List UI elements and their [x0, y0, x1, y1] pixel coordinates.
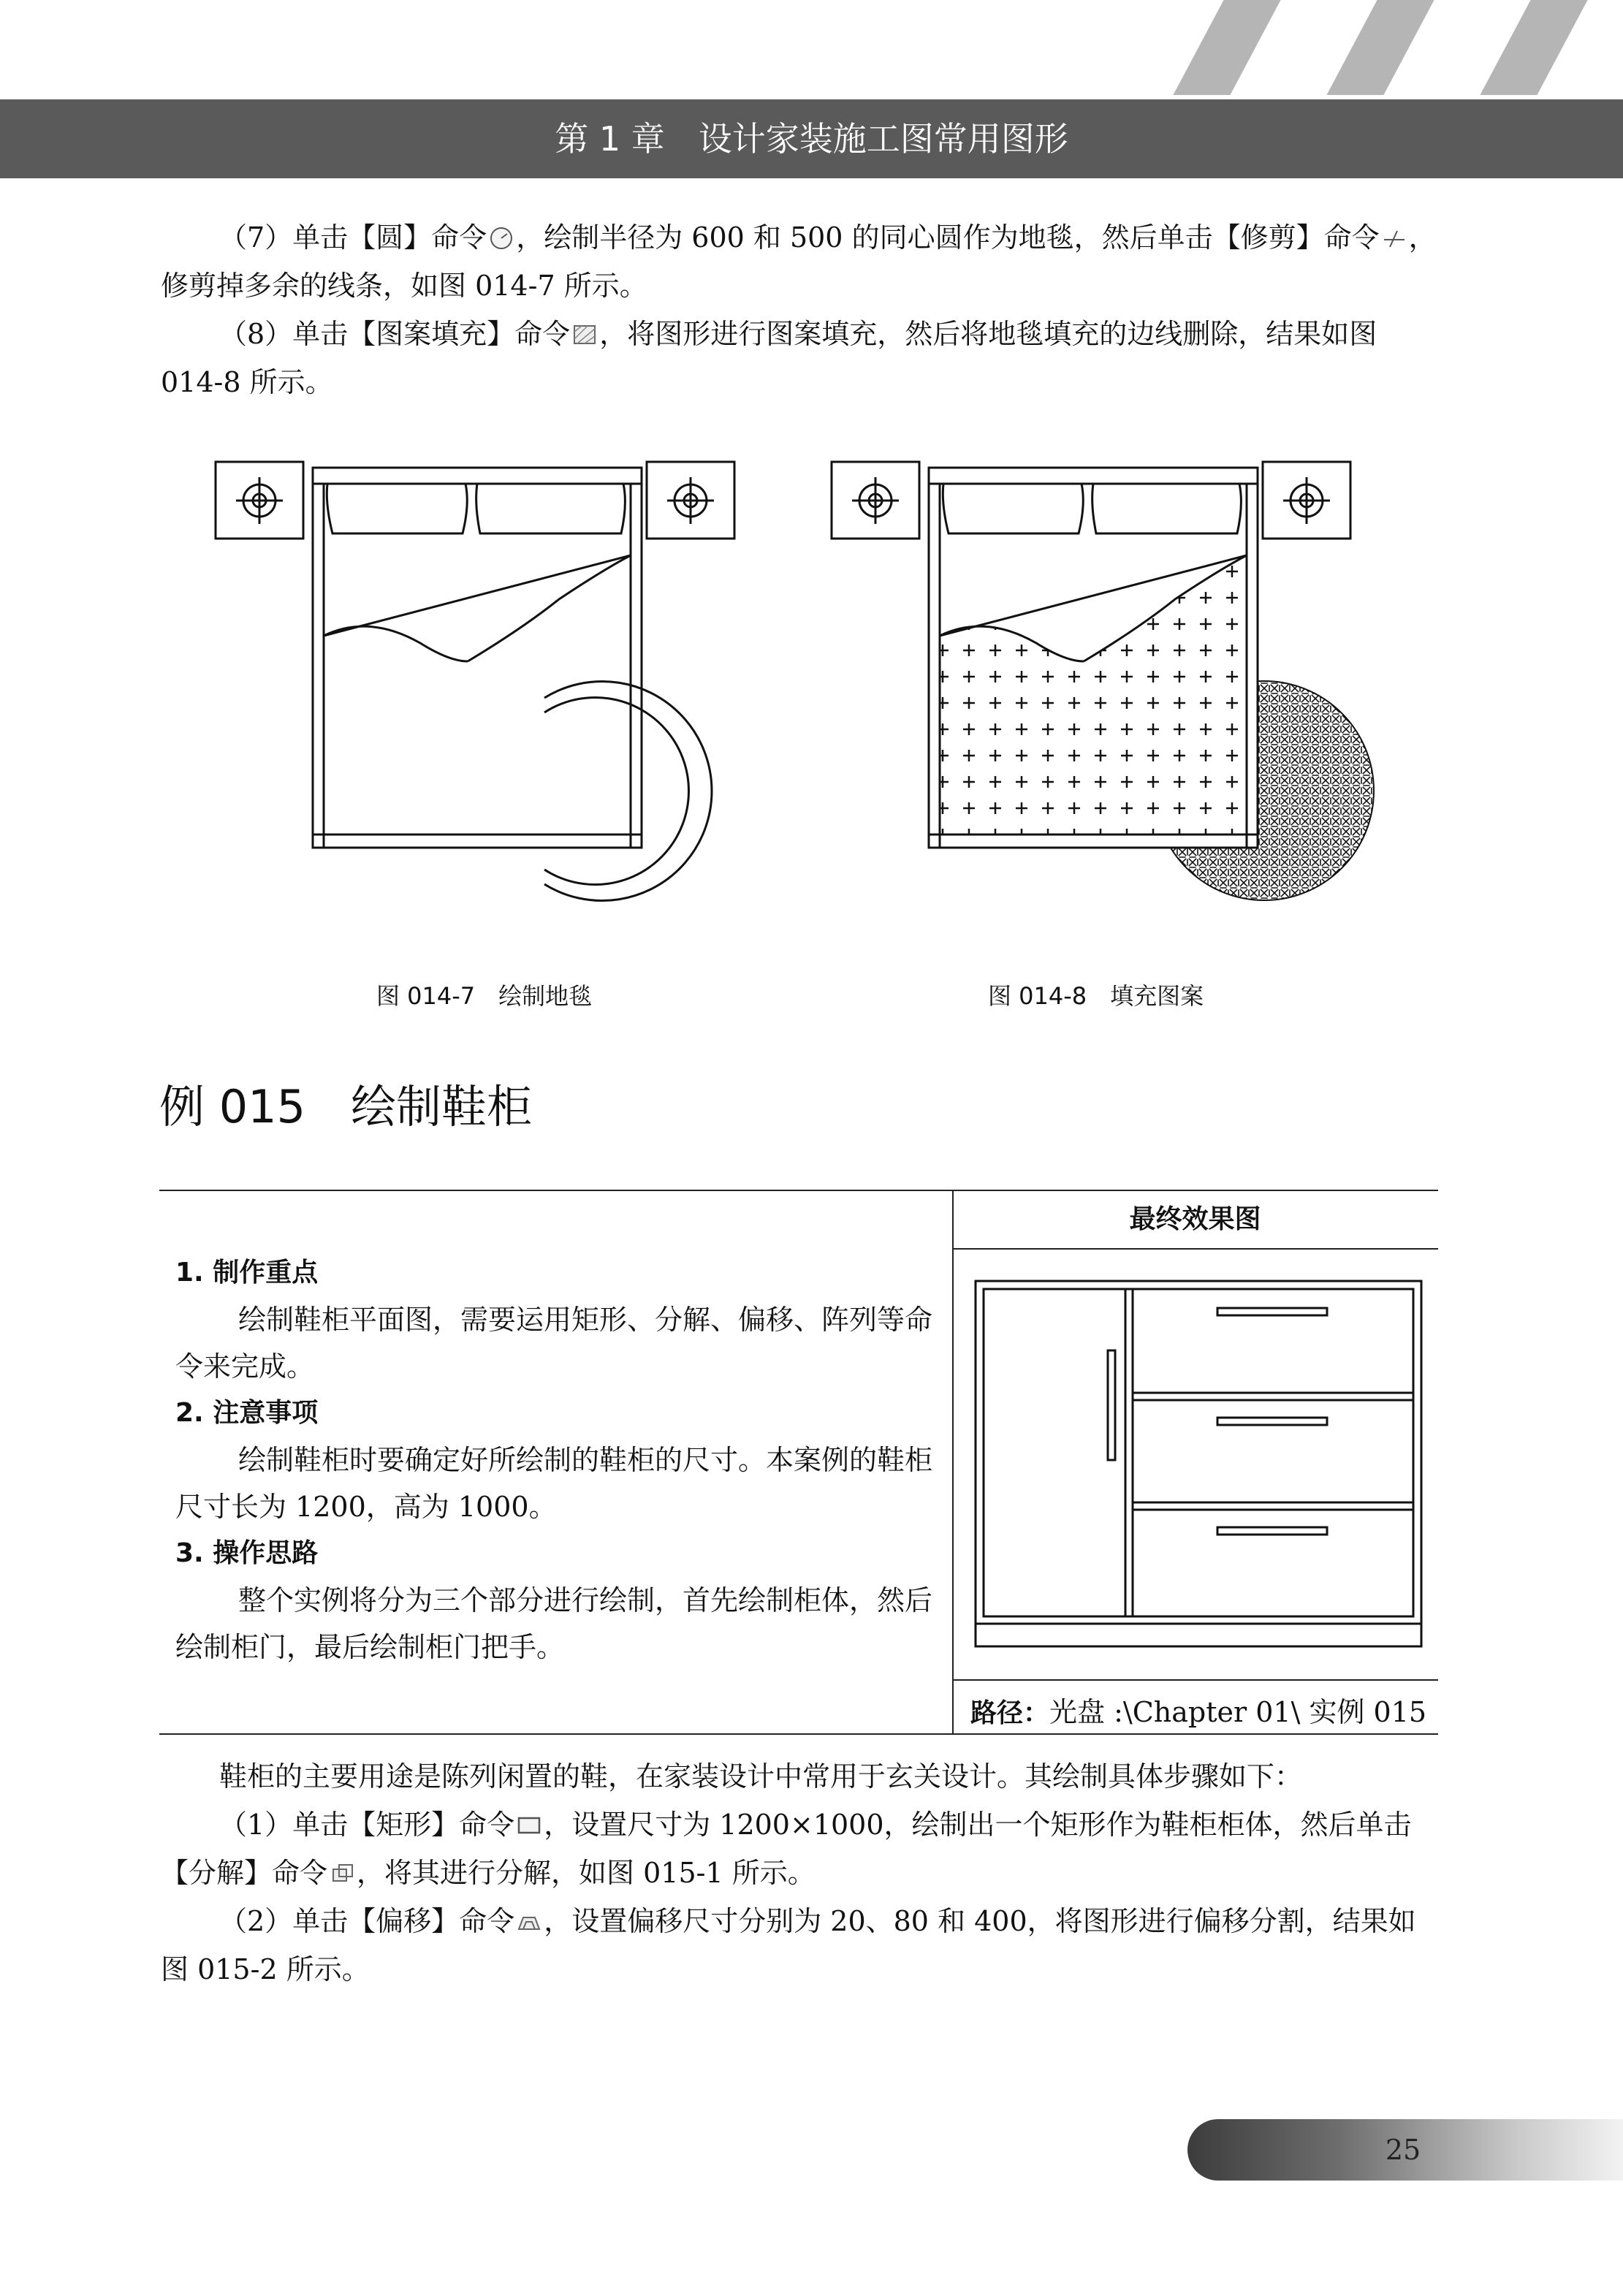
corner-stripe: [1326, 0, 1434, 95]
offset-command-icon: [516, 1909, 542, 1935]
corner-stripe: [1480, 0, 1587, 95]
rectangle-command-icon: [516, 1812, 542, 1839]
example-title: 例 015 绘制鞋柜: [159, 1080, 533, 1133]
body-intro: 鞋柜的主要用途是陈列闲置的鞋，在家装设计中常用于玄关设计。其绘制具体步骤如下：: [219, 1760, 1303, 1793]
box-divider: [952, 1190, 954, 1733]
step-7: （7）单击【圆】命令 ，绘制半径为 600 和 500 的同心圆作为地毯，然后单击【修剪】命令 ，修剪掉多余的线条，如图 014-7 所示。: [161, 221, 1437, 302]
notes-text-1: 绘制鞋柜平面图，需要运用矩形、分解、偏移、阵列等命令来完成。: [175, 1304, 933, 1383]
example-notes: [175, 1250, 935, 1670]
figure-014-7-caption: 图 014-7 绘制地毯: [376, 982, 593, 1010]
figure-014-8-caption: 图 014-8 填充图案: [988, 982, 1204, 1010]
figure-014-7-carpet: [208, 453, 778, 965]
shoe-cabinet-drawing: [972, 1277, 1425, 1651]
resource-path: 路径：光盘 :\Chapter 01\ 实例 015: [970, 1696, 1427, 1728]
notes-heading-3: 3. 操作思路: [175, 1538, 319, 1568]
notes-heading-1: 1. 制作重点: [175, 1258, 319, 1288]
notes-text-2: 绘制鞋柜时要确定好所绘制的鞋柜的尺寸。本案例的鞋柜尺寸长为 1200，高为 1000。: [175, 1444, 933, 1523]
box-path-rule: [952, 1679, 1438, 1681]
explode-command-icon: [329, 1860, 355, 1887]
chapter-title: 第 1 章 设计家装施工图常用图形: [555, 119, 1068, 159]
intro-steps: [161, 213, 1438, 406]
box-top-rule: [159, 1190, 1438, 1191]
page-number: 25: [1385, 2134, 1421, 2166]
figure-014-8-hatch: [824, 453, 1409, 965]
corner-stripe: [1173, 0, 1280, 95]
body-steps: [161, 1752, 1438, 1993]
circle-command-icon: [488, 225, 514, 251]
box-bottom-rule: [159, 1733, 1438, 1735]
final-result-label: 最终效果图: [1129, 1204, 1261, 1234]
box-head-rule: [952, 1248, 1438, 1250]
notes-text-3: 整个实例将分为三个部分进行绘制，首先绘制柜体，然后绘制柜门，最后绘制柜门把手。: [175, 1584, 933, 1663]
step-8: （8）单击【图案填充】命令 ，将图形进行图案填充，然后将地毯填充的边线删除，结果如图 014-8 所示。: [161, 318, 1377, 398]
step-2: （2）单击【偏移】命令 ，设置偏移尺寸分别为 20、80 和 400，将图形进行偏移分割，结果如图 015-2 所示。: [161, 1905, 1416, 1985]
notes-heading-2: 2. 注意事项: [175, 1398, 319, 1428]
step-1: （1）单击【矩形】命令 ，设置尺寸为 1200×1000，绘制出一个矩形作为鞋柜柜体，然后单击【分解】命令 ，将其进行分解，如图 015-1 所示。: [161, 1809, 1412, 1889]
trim-command-icon: [1381, 225, 1407, 251]
hatch-command-icon: [571, 322, 598, 348]
